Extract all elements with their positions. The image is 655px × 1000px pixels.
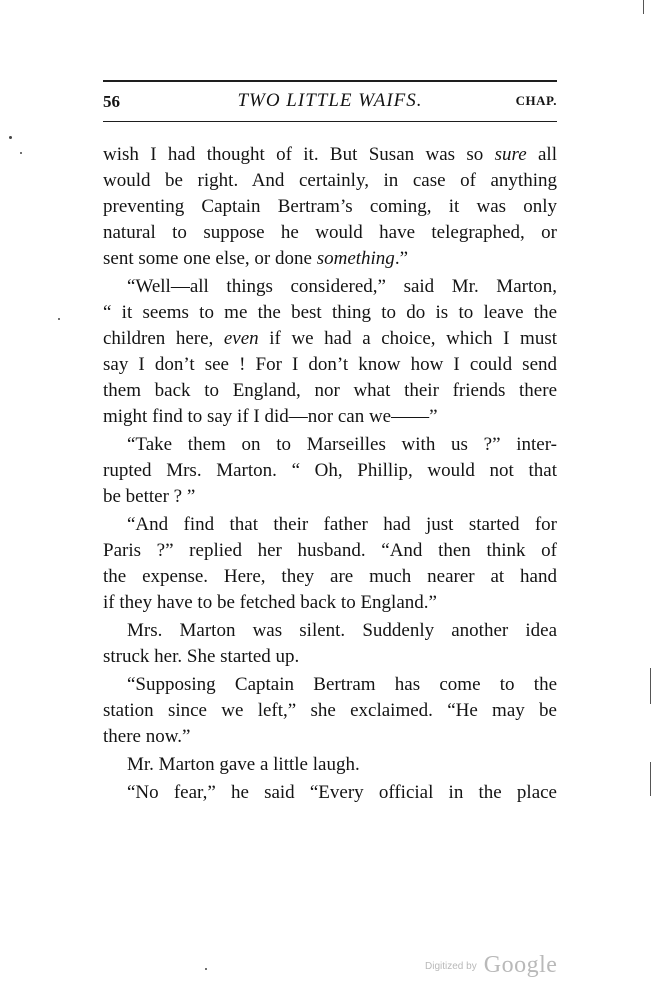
- text-line: if they have to be fetched back to England.”: [103, 592, 437, 613]
- text-line: struck her. She started up.: [103, 646, 300, 667]
- text-line: station since we left,” she exclaimed. “He may be: [103, 700, 557, 721]
- watermark-brand: Google: [483, 952, 558, 978]
- text-line: “And find that their father had just started for: [127, 514, 557, 535]
- watermark-prefix: Digitized by: [425, 961, 477, 972]
- text-line: children here, even if we had a choice, which I must: [103, 328, 557, 349]
- running-title: TWO LITTLE WAIFS.: [237, 90, 423, 111]
- text-line: say I don’t see ! For I don’t know how I could send: [103, 354, 557, 375]
- text-line: them back to England, nor what their friends there: [103, 380, 557, 401]
- digitized-watermark: [425, 952, 557, 982]
- text-line: “No fear,” he said “Every official in the place: [127, 782, 557, 803]
- text-line: sent some one else, or done something.”: [103, 248, 408, 269]
- header-rule-bottom: [103, 121, 557, 122]
- scan-speck: [20, 152, 22, 154]
- text-line: “Well—all things considered,” said Mr. Marton,: [127, 276, 557, 297]
- text-line: Paris ?” replied her husband. “And then think of: [103, 540, 557, 561]
- scan-speck: [9, 136, 12, 139]
- emphasis-text: sure: [494, 144, 527, 165]
- text-line: “Supposing Captain Bertram has come to the: [127, 674, 557, 695]
- scan-speck: [205, 968, 207, 970]
- chapter-label: CHAP.: [515, 93, 557, 108]
- body-text: [103, 142, 557, 806]
- text-line: “Take them on to Marseilles with us ?” inter-: [127, 434, 557, 455]
- header-rule-top: [103, 80, 557, 82]
- text-line: would be right. And certainly, in case of anything: [103, 170, 557, 191]
- scan-edge-mark: [643, 0, 644, 14]
- text-line: wish I had thought of it. But Susan was so sure all: [103, 144, 557, 165]
- text-line: “ it seems to me the best thing to do is to leave the: [103, 302, 557, 323]
- emphasis-text: something: [316, 248, 395, 269]
- text-line: rupted Mrs. Marton. “ Oh, Phillip, would not that: [103, 460, 557, 481]
- scan-speck: [58, 318, 60, 320]
- scan-edge-mark: [650, 762, 651, 796]
- emphasis-text: even: [223, 328, 259, 349]
- text-line: natural to suppose he would have telegraphed, or: [103, 222, 557, 243]
- running-header: [103, 90, 557, 116]
- text-line: there now.”: [103, 726, 191, 747]
- text-line: Mr. Marton gave a little laugh.: [127, 754, 360, 775]
- text-line: preventing Captain Bertram’s coming, it was only: [103, 196, 557, 217]
- page-number: 56: [103, 92, 120, 111]
- scan-edge-mark: [650, 668, 651, 704]
- text-line: Mrs. Marton was silent. Suddenly another idea: [127, 620, 557, 641]
- text-line: might find to say if I did—nor can we——”: [103, 406, 438, 427]
- text-line: the expense. Here, they are much nearer at hand: [103, 566, 557, 587]
- text-line: be better ? ”: [103, 486, 196, 507]
